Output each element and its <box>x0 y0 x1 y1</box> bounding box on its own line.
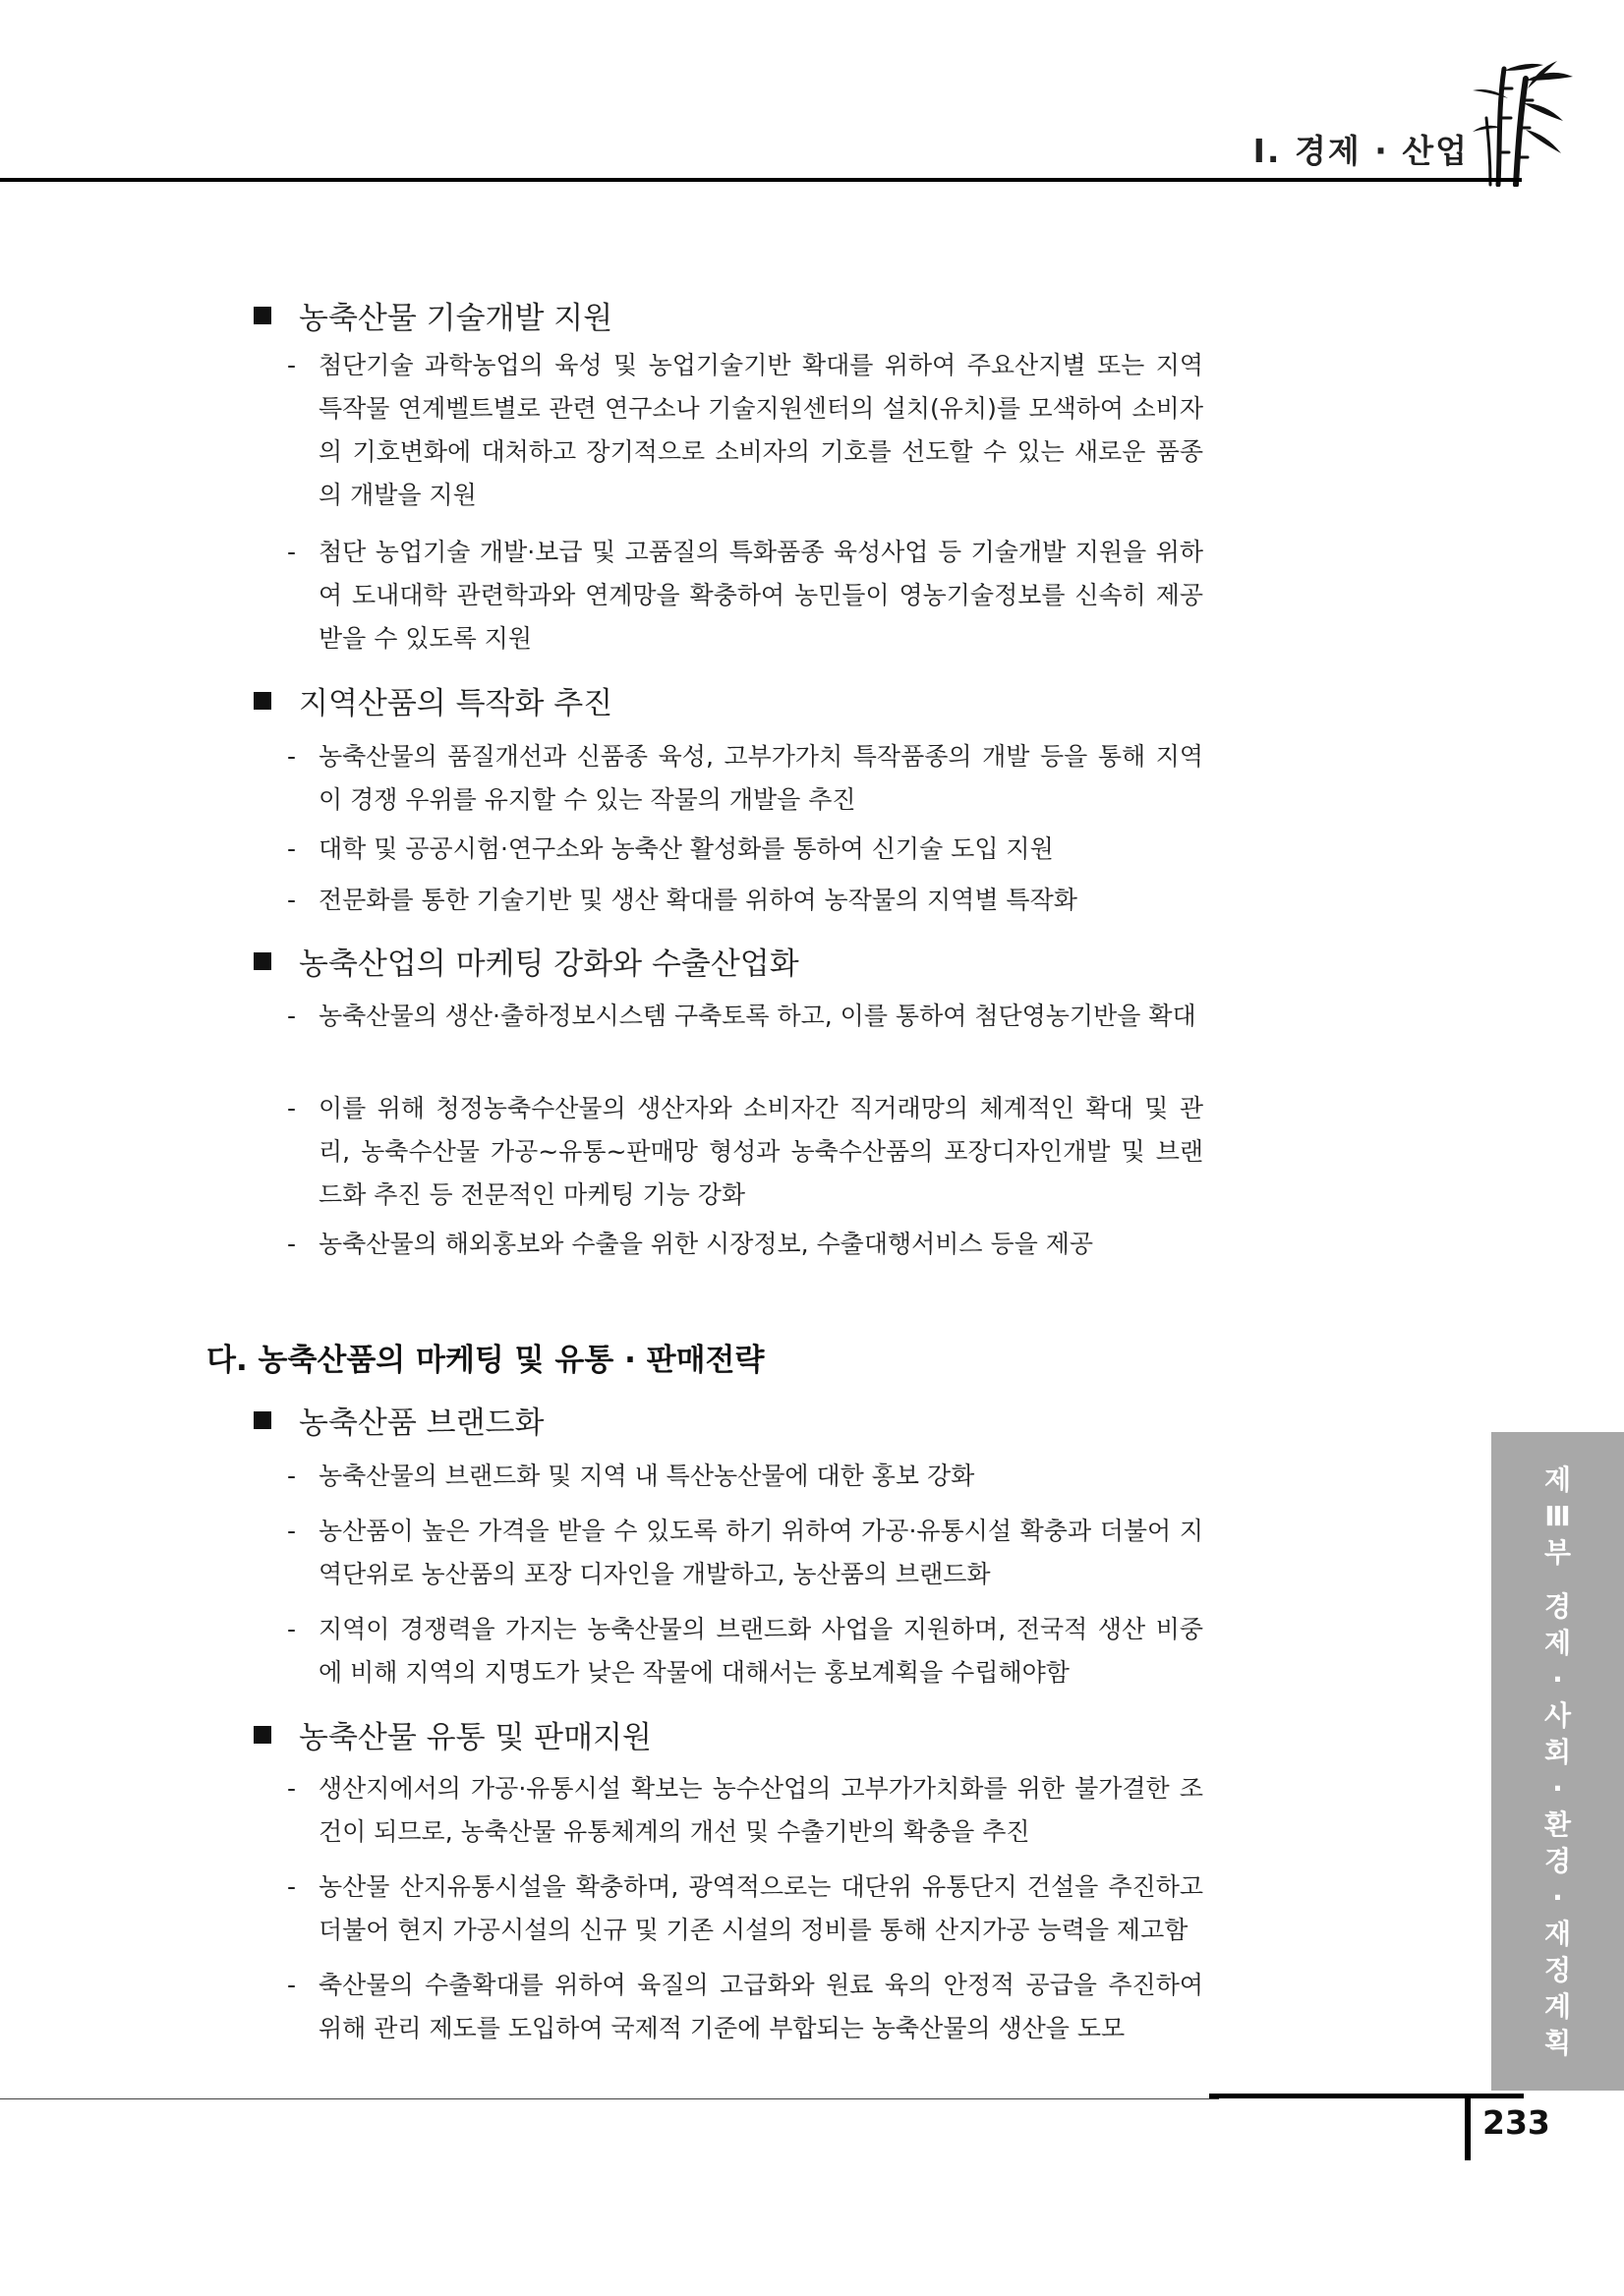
list-item <box>287 995 1203 1038</box>
section-heading <box>254 1398 544 1442</box>
sub-section-title: 다. 농축산품의 마케팅 및 유통 · 판매전략 <box>206 1343 765 1378</box>
dash-marker: - <box>287 1094 297 1122</box>
square-bullet-icon <box>254 692 271 710</box>
bamboo-icon <box>1469 59 1577 187</box>
section-heading <box>254 293 612 337</box>
footer-rule-thick <box>1209 2094 1524 2098</box>
list-item <box>287 1455 1203 1498</box>
dash-marker: - <box>287 1774 297 1803</box>
side-tab-char: 경 <box>1543 1845 1572 1877</box>
section-heading-text: 농축산물 기술개발 지원 <box>299 301 613 336</box>
list-item-text: 이를 위해 청정농축수산물의 생산자와 소비자간 직거래망의 체계적인 확대 및 관리, 농축수산물 가공~유통~판매망 형성과 농축수산품의 포장디자인개발 및 브랜드화 추진 등 전문적인 마케팅 기능 강화 <box>319 1094 1203 1209</box>
list-item <box>287 344 1203 517</box>
dash-marker: - <box>287 538 297 566</box>
side-tab-char: 획 <box>1543 2027 1572 2059</box>
list-item-text: 지역이 경쟁력을 가지는 농축산물의 브랜드화 사업을 지원하며, 전국적 생산 비중에 비해 지역의 지명도가 낮은 작물에 대해서는 홍보계획을 수립해야함 <box>319 1615 1203 1687</box>
list-item <box>287 1866 1203 1952</box>
dash-marker: - <box>287 834 297 863</box>
header-title: Ⅰ. 경제 · 산업 <box>1252 132 1469 170</box>
dash-marker: - <box>287 1615 297 1643</box>
side-tab-char <box>1538 1571 1578 1588</box>
section-heading-text: 농축산업의 마케팅 강화와 수출산업화 <box>299 947 799 982</box>
list-item <box>287 531 1203 660</box>
page-number-bar <box>1465 2094 1471 2160</box>
dash-marker: - <box>287 886 297 914</box>
list-item-text: 농산품이 높은 가격을 받을 수 있도록 하기 위하여 가공·유통시설 확충과 더불어 지역단위로 농산품의 포장 디자인을 개발하고, 농산품의 브랜드화 <box>319 1517 1203 1588</box>
list-item-text: 첨단기술 과학농업의 육성 및 농업기술기반 확대를 위하여 주요산지별 또는 지역 특작물 연계벨트별로 관련 연구소나 기술지원센터의 설치(유치)를 모색하여 소비자의 기호변화에 대처하고 장기적으로 소비자의 기호를 선도할 수 있는 새로운 품종의 개발을 지원 <box>319 351 1203 509</box>
footer-rule <box>0 2098 1219 2099</box>
square-bullet-icon <box>254 952 271 970</box>
side-tab-char: 정 <box>1543 1954 1572 1986</box>
list-item <box>287 1223 1203 1266</box>
list-item-text: 축산물의 수출확대를 위하여 육질의 고급화와 원료 육의 안정적 공급을 추진하여 위해 관리 제도를 도입하여 국제적 기준에 부합되는 농축산물의 생산을 도모 <box>319 1971 1203 2042</box>
list-item-text: 농축산물의 해외홍보와 수출을 위한 시장정보, 수출대행서비스 등을 제공 <box>319 1230 1094 1258</box>
square-bullet-icon <box>254 1411 271 1429</box>
side-tab-char: 사 <box>1543 1699 1572 1732</box>
side-tab-char: · <box>1552 1663 1563 1695</box>
dash-marker: - <box>287 1872 297 1901</box>
list-item-text: 전문화를 통한 기술기반 및 생산 확대를 위하여 농작물의 지역별 특작화 <box>319 886 1077 914</box>
list-item-text: 농산물 산지유통시설을 확충하며, 광역적으로는 대단위 유통단지 건설을 추진하고 더불어 현지 가공시설의 신규 및 기존 시설의 정비를 통해 산지가공 능력을 제고함 <box>319 1872 1203 1944</box>
list-item <box>287 1767 1203 1854</box>
list-item-text: 생산지에서의 가공·유통시설 확보는 농수산업의 고부가가치화를 위한 불가결한 조건이 되므로, 농축산물 유통체계의 개선 및 수출기반의 확충을 추진 <box>319 1774 1203 1846</box>
side-tab-char: · <box>1552 1881 1563 1914</box>
page-number: 233 <box>1482 2103 1550 2142</box>
section-heading <box>254 1712 652 1756</box>
dash-marker: - <box>287 351 297 379</box>
side-tab-char: 계 <box>1543 1990 1572 2023</box>
dash-marker: - <box>287 1462 297 1490</box>
list-item <box>287 1964 1203 2050</box>
section-heading-text: 농축산품 브랜드화 <box>299 1406 545 1441</box>
list-item <box>287 879 1203 922</box>
side-tab-char: · <box>1552 1772 1563 1805</box>
side-tab-char: 재 <box>1543 1918 1572 1950</box>
list-item-text: 농축산물의 품질개선과 신품종 육성, 고부가가치 특작품종의 개발 등을 통해 지역이 경쟁 우위를 유지할 수 있는 작물의 개발을 추진 <box>319 742 1203 814</box>
side-tab-char: 환 <box>1543 1808 1572 1841</box>
list-item-text: 대학 및 공공시험·연구소와 농축산 활성화를 통하여 신기술 도입 지원 <box>319 834 1054 863</box>
list-item <box>287 828 1203 871</box>
side-tab-char: 경 <box>1543 1590 1572 1623</box>
section-heading-text: 지역산품의 특작화 추진 <box>299 686 613 721</box>
list-item <box>287 1510 1203 1596</box>
chapter-side-tab <box>1491 1432 1624 2091</box>
list-item-text: 농축산물의 브랜드화 및 지역 내 특산농산물에 대한 홍보 강화 <box>319 1462 975 1490</box>
dash-marker: - <box>287 1971 297 1999</box>
section-heading <box>254 939 799 983</box>
list-item <box>287 735 1203 822</box>
list-item <box>287 1608 1203 1694</box>
dash-marker: - <box>287 742 297 771</box>
header-rule <box>0 178 1522 182</box>
list-item-text: 농축산물의 생산·출하정보시스템 구축토록 하고, 이를 통하여 첨단영농기반을 확대 <box>319 1002 1196 1030</box>
side-tab-char: 제 <box>1543 1627 1572 1659</box>
list-item <box>287 1087 1203 1217</box>
square-bullet-icon <box>254 1726 271 1744</box>
side-tab-char: 제 <box>1543 1464 1572 1496</box>
square-bullet-icon <box>254 307 271 324</box>
list-item-text: 첨단 농업기술 개발·보급 및 고품질의 특화품종 육성사업 등 기술개발 지원을 위하여 도내대학 관련학과와 연계망을 확충하여 농민들이 영농기술정보를 신속히 제공받을 수 있도록 지원 <box>319 538 1203 653</box>
side-tab-char: 회 <box>1543 1736 1572 1768</box>
dash-marker: - <box>287 1002 297 1030</box>
side-tab-char: Ⅲ <box>1544 1500 1571 1532</box>
dash-marker: - <box>287 1230 297 1258</box>
section-heading-text: 농축산물 유통 및 판매지원 <box>299 1720 652 1755</box>
dash-marker: - <box>287 1517 297 1545</box>
section-heading <box>254 678 612 722</box>
side-tab-char: 부 <box>1543 1536 1572 1569</box>
